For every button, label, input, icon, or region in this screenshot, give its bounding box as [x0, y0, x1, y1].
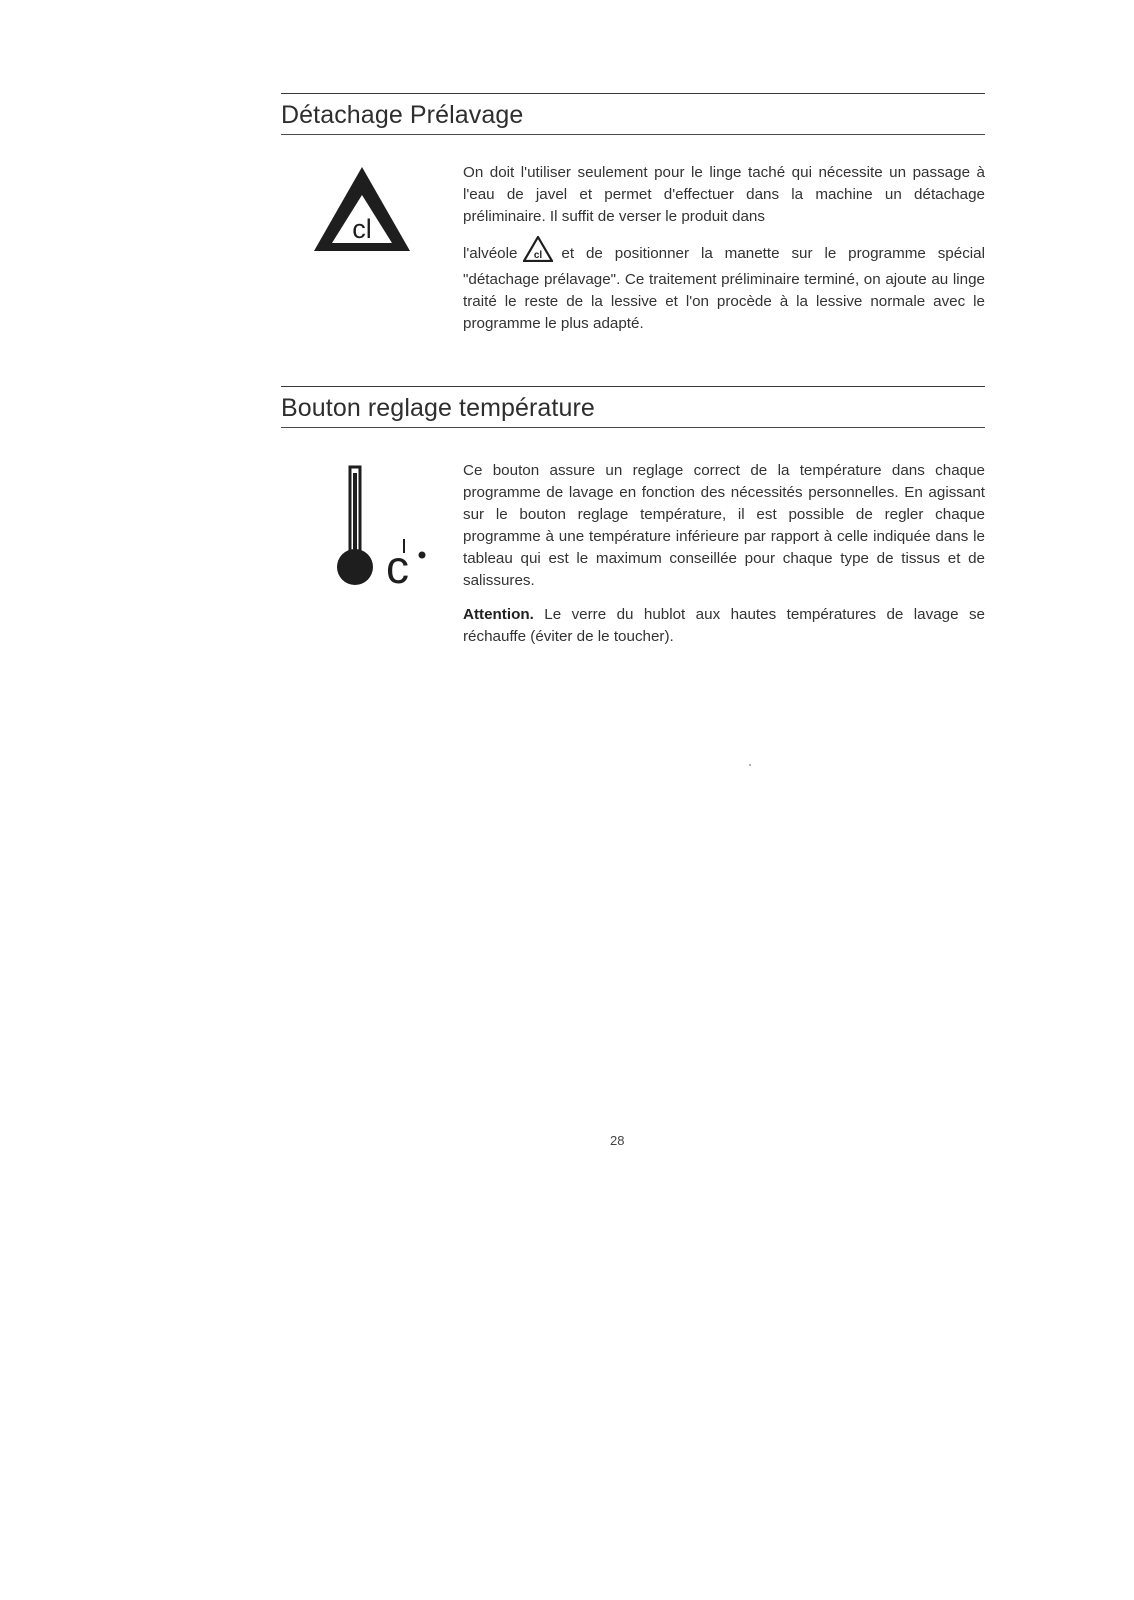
attention-label: Attention.: [463, 606, 534, 623]
scan-speck: [749, 764, 751, 766]
paragraph: Ce bouton assure un reglage correct de la température dans chaque programme de lavage en fonction des nécessités personnelles. En agissant sur le bouton reglage température, il est possible de regler chaque programme à une température inférieure par rapport à celle indiquée dans le tableau qui est le maximum conseillée pour chaque type de tissus et de salissures.: [463, 462, 985, 589]
attention-text: Le verre du hublot aux hautes températures de lavage se réchauffe (éviter de le toucher).: [463, 606, 985, 645]
page-number: 28: [610, 1133, 625, 1148]
paragraph: [463, 236, 985, 335]
bleach-inline-icon: [523, 236, 553, 269]
bleach-icon-label: cl: [352, 214, 372, 244]
paragraph: [463, 162, 985, 228]
section-detachage-header: [281, 93, 985, 135]
section-detachage-body: [463, 162, 985, 335]
attention-paragraph: [463, 604, 985, 648]
bleach-triangle-icon: [312, 165, 412, 258]
section-temperature-header: [281, 386, 985, 428]
thermometer-icon: [336, 465, 446, 596]
temperature-icon-label: c: [386, 541, 409, 591]
section-title: Bouton reglage température: [281, 394, 595, 422]
svg-text:cl: cl: [534, 250, 543, 261]
section-temperature-body: [463, 460, 985, 648]
divider-bottom: [281, 134, 985, 135]
paragraph-text: et de positionner la manette sur le programme spécial "détachage prélavage". Ce traitement préliminaire terminé, on ajoute au linge traité le reste de la lessive et l'on procède à la lessive normale avec le programme le plus adapté.: [463, 245, 985, 332]
paragraph-text: l'alvéole: [463, 245, 518, 262]
paragraph-text: On doit l'utiliser seulement pour le linge taché qui nécessite un passage à l'eau de javel et permet d'effectuer dans la machine un détachage préliminaire. Il suffit de verser le produit dans: [463, 164, 985, 225]
section-title: Détachage Prélavage: [281, 101, 524, 129]
divider-bottom: [281, 427, 985, 428]
